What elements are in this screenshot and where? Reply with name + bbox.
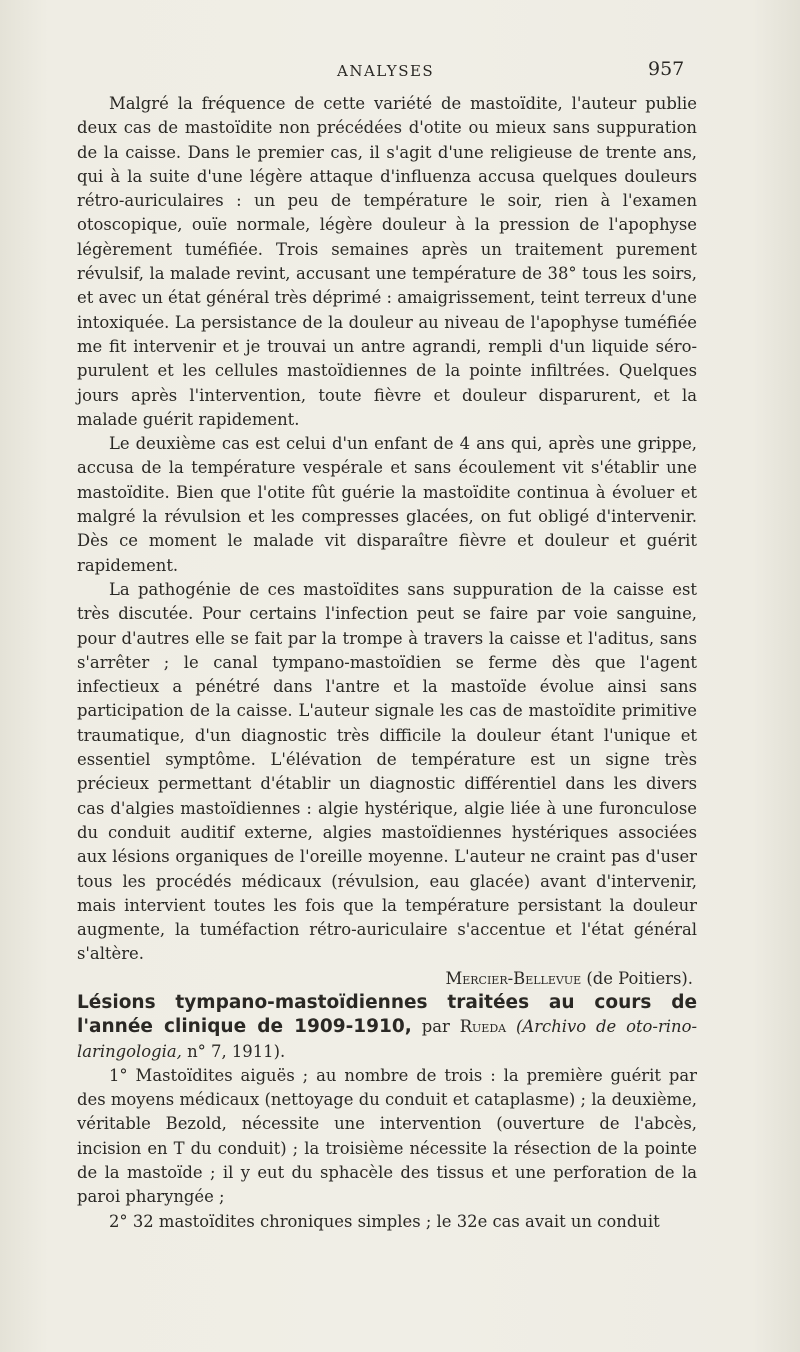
- article-body: [77, 92, 697, 1234]
- signature-author: Mercier-Bellevue: [445, 968, 582, 988]
- paragraph: 2° 32 mastoïdites chroniques simples ; le 32e cas avait un conduit: [109, 1211, 660, 1231]
- paragraph: Malgré la fréquence de cette variété de mastoïdite, l'auteur publie deux cas de mastoïdite non précédées d'otite ou mieux sans suppuration de la caisse. Dans le premier cas, il s'agit d'une religieuse de trente ans, qui à la suite d'une légère attaque d'influenza accusa quelques douleurs rétro-auriculaires : un peu de température le soir, rien à l'examen otoscopique, ouïe normale, légère douleur à la pression de l'apophyse légèrement tuméfiée. Trois semaines après un traitement purement révulsif, la malade revint, accusant une température de 38° tous les soirs, et avec un état général très déprimé : amaigrissement, teint terreux d'une intoxiquée. La persistance de la douleur au niveau de l'apophyse tuméfiée me fit intervenir et je trouvai un antre agrandi, rempli d'un liquide séro-purulent et les cellules mastoïdiennes de la pointe infiltrées. Quelques jours après l'intervention, toute fièvre et douleur disparurent, et la malade guérit rapidement.: [77, 94, 697, 429]
- page-number: 957: [648, 58, 685, 80]
- paragraph: 1° Mastoïdites aiguës ; au nombre de trois : la première guérit par des moyens médicaux (nettoyage du conduit et cataplasme) ; la deuxième, véritable Bezold, nécessite une intervention (ouverture de l'abcès, incision en T du conduit) ; la troisième nécessite la résection de la pointe de la mastoïde ; il y eut du sphacèle des tissus et une perforation de la paroi pharyngée ;: [77, 1065, 697, 1207]
- page-header: [0, 58, 800, 86]
- signature: [77, 967, 697, 991]
- abstract-title: Lésions tympano-mastoïdiennes traitées au cours de l'année clinique de 1909-1910,: [77, 991, 697, 1038]
- abstract-issue: n° 7, 1911).: [187, 1041, 286, 1061]
- abstract-author: Rueda: [459, 1017, 507, 1037]
- abstract-by: par: [421, 1017, 450, 1037]
- running-title: ANALYSES: [337, 62, 435, 80]
- abstract-header: [77, 991, 697, 1064]
- paragraph: Le deuxième cas est celui d'un enfant de 4 ans qui, après une grippe, accusa de la température vespérale et sans écoulement vit s'établir une mastoïdite. Bien que l'otite fût guérie la mastoïdite continua à évoluer et malgré la révulsion et les compresses glacées, on fut obligé d'intervenir. Dès ce moment le malade vit disparaître fièvre et douleur et guérit rapidement.: [77, 434, 697, 575]
- signature-place: (de Poitiers).: [586, 968, 693, 988]
- abstract-journal: (Archivo de oto-rino-laringologia,: [77, 1017, 697, 1061]
- paragraph: La pathogénie de ces mastoïdites sans suppuration de la caisse est très discutée. Pour certains l'infection peut se faire par voie sanguine, pour d'autres elle se fait par la trompe à travers la caisse et l'aditus, sans s'arrêter ; le canal tympano-mastoïdien se ferme dès que l'agent infectieux a pénétré dans l'antre et la mastoïde évolue ainsi sans participation de la caisse. L'auteur signale les cas de mastoïdite primitive traumatique, d'un diagnostic très difficile la douleur étant l'unique et essentiel symptôme. L'élévation de température est un signe très précieux permettant d'établir un diagnostic différentiel dans les divers cas d'algies mastoïdiennes : algie hystérique, algie liée à une furonculose du conduit auditif externe, algies mastoïdiennes hystériques associées aux lésions organiques de l'oreille moyenne. L'auteur ne craint pas d'user tous les procédés médicaux (révulsion, eau glacée) avant d'intervenir, mais intervient toutes les fois que la température persistant la douleur augmente, la tuméfaction rétro-auriculaire s'accentue et l'état général s'altère.: [77, 579, 697, 964]
